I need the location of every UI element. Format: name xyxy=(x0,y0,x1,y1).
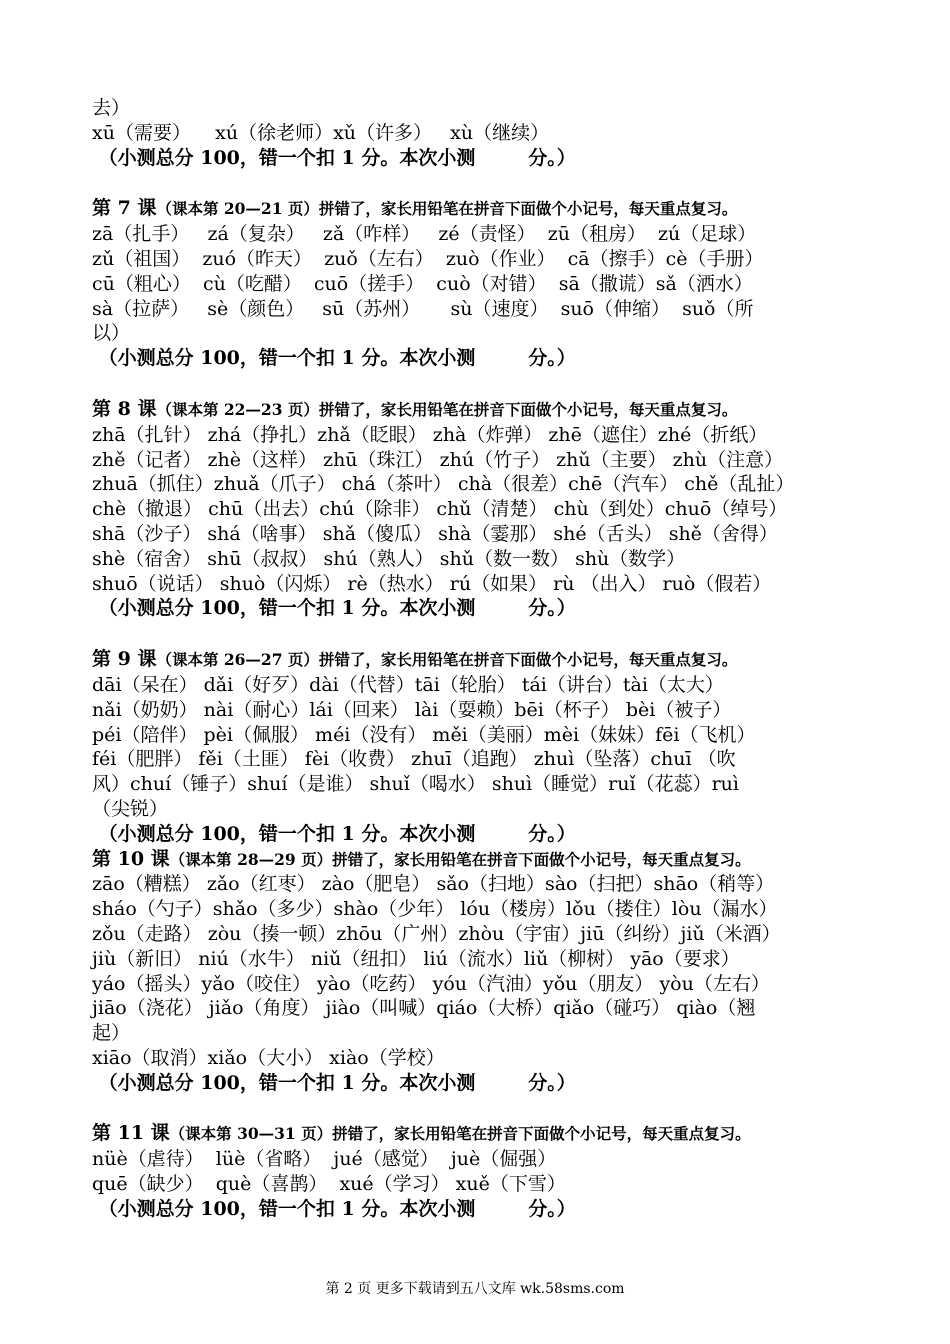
lesson-header xyxy=(92,647,867,673)
pinyin-line: zhā（扎针） zhá（挣扎）zhǎ（眨眼） zhà（炸弹） zhē（遮住）zhé（折纸） xyxy=(92,423,768,446)
pinyin-line: zhuā（抓住）zhuǎ（爪子） chá（茶叶） chà（很差）chē（汽车） chě（乱扯） xyxy=(92,473,795,496)
lesson-header xyxy=(92,847,867,873)
lesson-header xyxy=(92,397,867,423)
lesson-title: 第 8 课 xyxy=(92,397,157,420)
score-line: （小测总分 100，错一个扣 1 分。本次小测 分。） xyxy=(92,146,576,169)
lesson-note: （课本第 20—21 页）拼错了，家长用铅笔在拼音下面做个小记号，每天重点复习。 xyxy=(156,199,738,219)
lesson-title: 第 7 课 xyxy=(92,197,157,220)
pinyin-line: chè（撤退） chū（出去）chú（除非） chǔ（清楚） chù（到处）chuō（绰号） xyxy=(92,498,788,521)
lesson-note: （课本第 28—29 页）拼错了，家长用铅笔在拼音下面做个小记号，每天重点复习。 xyxy=(169,849,751,869)
pinyin-line: péi（陪伴） pèi（佩服） méi（没有） měi（美丽）mèi（妹妹）fēi（飞机） xyxy=(92,723,756,746)
score-line: （小测总分 100，错一个扣 1 分。本次小测 分。） xyxy=(92,822,576,845)
spacer xyxy=(92,170,867,196)
lesson-title: 第 11 课 xyxy=(92,1122,170,1145)
pinyin-line: zǒu（走路） zòu（揍一顿）zhōu（广州）zhòu（宇宙）jiū（纠纷）jiǔ（米酒） xyxy=(92,922,781,945)
pinyin-line: sà（拉萨） sè（颜色） sū（苏州） sù（速度） suō（伸缩） suǒ（所 xyxy=(92,297,754,320)
spacer xyxy=(92,371,867,397)
pinyin-line: nǎi（奶奶） nài（耐心）lái（回来） lài（耍赖）bēi（杯子） bèi（被子） xyxy=(92,698,732,721)
text-line: xū（需要） xú（徐老师）xǔ（许多） xù（继续） xyxy=(92,121,550,144)
pinyin-line: zhě（记者） zhè（这样） zhū（珠江） zhú（竹子） zhǔ（主要） zhù（注意） xyxy=(92,448,784,471)
pinyin-line: jiāo（浇花） jiǎo（角度） jiào（叫喊）qiáo（大桥）qiǎo（碰巧） qiào（翘 xyxy=(92,997,756,1020)
pinyin-line: féi（肥胖） fěi（土匪） fèi（收费） zhuī（追跑） zhuì（坠落）chuī （吹 xyxy=(92,748,736,771)
spacer xyxy=(92,1095,867,1121)
lesson-note: （课本第 22—23 页）拼错了，家长用铅笔在拼音下面做个小记号，每天重点复习。 xyxy=(156,399,738,419)
pinyin-line: jiù（新旧） niú（水牛） niǔ（纽扣） liú（流水）liǔ（柳树） yāo（要求） xyxy=(92,947,740,970)
pinyin-line: （尖锐） xyxy=(92,797,169,820)
pinyin-line: cū（粗心） cù（吃醋） cuō（搓手） cuò（对错） sā（撒谎）sǎ（洒水） xyxy=(92,272,753,295)
score-line: （小测总分 100，错一个扣 1 分。本次小测 分。） xyxy=(92,597,576,620)
pinyin-line: xiāo（取消）xiǎo（大小） xiào（学校） xyxy=(92,1046,445,1069)
pinyin-line: 起） xyxy=(92,1022,131,1045)
spacer xyxy=(92,621,867,647)
pinyin-line: shuō（说话） shuò（闪烁） rè（热水） rú（如果） rù （出入） ruò（假若） xyxy=(92,572,772,595)
pinyin-line: zāo（糟糕） zǎo（红枣） zào（肥皂） sǎo（扫地）sào（扫把）shāo（稍等） xyxy=(92,873,775,896)
pinyin-line: shā（沙子） shá（啥事） shǎ（傻瓜） shà（霎那） shé（舌头） shě（舍得） xyxy=(92,522,778,545)
pinyin-line: sháo（勺子）shǎo（多少）shào（少年） lóu（楼房）lǒu（搂住）lòu（漏水） xyxy=(92,898,778,921)
pinyin-line: zā（扎手） zá（复杂） zǎ（咋样） zé（责怪） zū（租房） zú（足球） xyxy=(92,223,757,246)
pinyin-line: 风）chuí（锤子）shuí（是谁） shuǐ（喝水） shuì（睡觉）ruǐ（花蕊）ruì xyxy=(92,773,739,796)
score-line: （小测总分 100，错一个扣 1 分。本次小测 分。） xyxy=(92,1071,576,1094)
lesson-title: 第 9 课 xyxy=(92,648,157,671)
lesson-note: （课本第 26—27 页）拼错了，家长用铅笔在拼音下面做个小记号，每天重点复习。 xyxy=(156,650,738,670)
pinyin-line: dāi（呆在） dǎi（好歹）dài（代替）tāi（轮胎） tái（讲台）tài（太大） xyxy=(92,673,724,696)
lesson-header xyxy=(92,1121,867,1147)
lesson-title: 第 10 课 xyxy=(92,847,170,870)
score-line: （小测总分 100，错一个扣 1 分。本次小测 分。） xyxy=(92,347,576,370)
lesson-header xyxy=(92,196,867,222)
pinyin-line: zǔ（祖国） zuó（昨天） zuǒ（左右） zuò（作业） cā（擦手）cè（手册） xyxy=(92,247,764,270)
pinyin-line: nüè（虐待） lüè（省略） jué（感觉） juè（倔强） xyxy=(92,1148,557,1171)
page-footer: 第 2 页 更多下载请到五八文库 wk.58sms.com xyxy=(325,1281,625,1297)
pinyin-line: yáo（摇头）yǎo（咬住） yào（吃药） yóu（汽油）yǒu（朋友） yòu（左右） xyxy=(92,972,770,995)
pinyin-line: quē（缺少） què（喜鹊） xué（学习） xuě（下雪） xyxy=(92,1173,566,1196)
score-line: （小测总分 100，错一个扣 1 分。本次小测 分。） xyxy=(92,1197,576,1220)
document-page xyxy=(92,96,867,1222)
pinyin-line: shè（宿舍） shū（叔叔） shú（熟人） shǔ（数一数） shù（数学） xyxy=(92,547,686,570)
text-line: 去） xyxy=(92,97,131,119)
pinyin-line: 以） xyxy=(92,322,131,345)
lesson-note: （课本第 30—31 页）拼错了，家长用铅笔在拼音下面做个小记号，每天重点复习。 xyxy=(169,1124,751,1144)
